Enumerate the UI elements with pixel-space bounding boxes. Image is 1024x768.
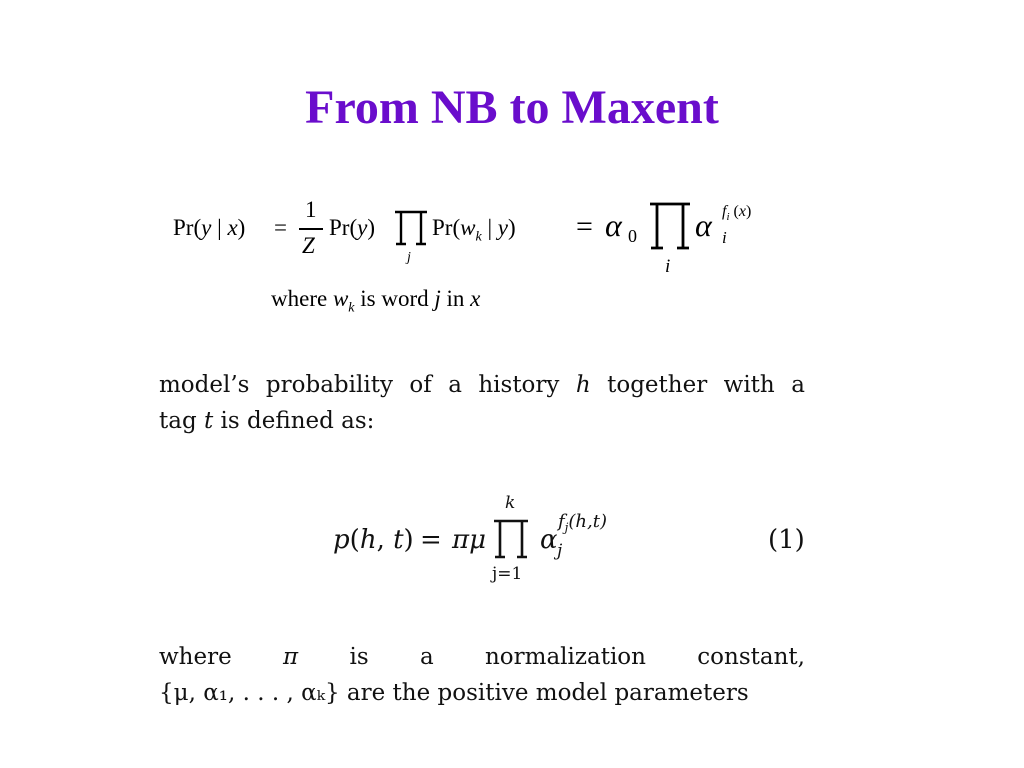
intro-defined: is defined as:	[213, 408, 375, 434]
intro-word: together	[607, 372, 708, 398]
sup-args: (h,t)	[568, 511, 607, 532]
paper-eq-alpha: α	[540, 525, 558, 555]
exp-f: f	[722, 203, 727, 220]
word-pr: Pr(	[432, 215, 461, 240]
where-word: constant,	[697, 644, 805, 670]
where-k-subscript: k	[348, 300, 355, 316]
fraction-bar	[299, 228, 323, 230]
where-x: x	[470, 286, 481, 311]
lhs-close: )	[237, 215, 246, 240]
eq-p: p	[333, 525, 350, 555]
alpha-zero: α	[605, 207, 622, 243]
word-close: )	[508, 215, 516, 240]
where-word: is	[349, 644, 369, 670]
eq-h: h	[359, 525, 377, 555]
nb-equals: =	[274, 215, 287, 240]
where-pi: π	[283, 644, 299, 670]
lhs-pr: Pr(	[173, 215, 202, 240]
intro-word: a	[791, 372, 805, 398]
paper-prod-upper: k	[505, 493, 516, 513]
intro-word: a	[448, 372, 462, 398]
intro-tag: tag	[159, 408, 204, 434]
alpha-i: α	[695, 207, 712, 243]
lhs-bar: |	[211, 215, 228, 240]
paper-where	[159, 643, 805, 707]
exp-open: (	[729, 203, 739, 220]
exp-x: x	[738, 203, 746, 220]
prior-term	[329, 215, 375, 241]
word-bar: |	[481, 215, 498, 240]
rhs-equals: =	[576, 210, 593, 243]
intro-t: t	[204, 408, 214, 434]
prior-y: y	[357, 215, 368, 240]
paper-eq-pi-mu	[452, 525, 486, 555]
word-y: y	[497, 215, 509, 240]
paper-eq-exponent	[558, 511, 607, 535]
frac-denominator: Z	[302, 233, 315, 258]
word-w: w	[460, 215, 476, 240]
product-index-j: j	[407, 250, 411, 265]
exp-close: )	[745, 203, 752, 220]
paper-eq-equals: =	[420, 525, 442, 555]
alpha-exponent	[722, 203, 751, 223]
eq-pi: π	[452, 525, 470, 555]
eq-close: )	[403, 525, 414, 555]
where-word: where	[159, 644, 232, 670]
intro-word: model’s	[159, 372, 250, 398]
paper-eq-alpha-sub: j	[557, 541, 563, 561]
paper-intro	[159, 371, 805, 435]
product-symbol-i-icon	[648, 202, 692, 250]
intro-word-h: h	[575, 372, 591, 398]
where-j: j	[434, 286, 441, 311]
nb-lhs	[173, 215, 245, 241]
paper-prod-lower: j=1	[492, 564, 523, 584]
where-line	[271, 286, 480, 322]
where-in: in	[440, 286, 471, 311]
slide-title: From NB to Maxent	[305, 81, 719, 134]
paper-product-icon	[492, 519, 530, 559]
where-word: where	[271, 286, 333, 311]
prior-close: )	[367, 215, 376, 240]
equation-number: (1)	[768, 525, 805, 555]
alpha-i-subscript: i	[722, 228, 727, 247]
paper-intro-line-2	[159, 407, 805, 435]
eq-t: t	[393, 525, 404, 555]
sup-f: f	[558, 511, 565, 532]
exp-i: i	[726, 211, 730, 224]
product-index-i: i	[665, 256, 671, 277]
prior-pr: Pr(	[329, 215, 358, 240]
intro-word: probability	[265, 372, 393, 398]
sup-j: j	[564, 520, 569, 535]
paper-intro-line-1	[159, 371, 805, 399]
paper-where-line-2: {μ, α₁, . . . , αₖ} are the positive model parameters	[159, 680, 749, 706]
where-w: w	[332, 286, 349, 311]
lhs-x: x	[227, 215, 238, 240]
product-symbol-icon	[393, 210, 429, 246]
word-k-subscript: k	[475, 229, 482, 245]
intro-word: with	[723, 372, 775, 398]
eq-mu: μ	[469, 525, 486, 555]
intro-word: history	[478, 372, 560, 398]
frac-numerator: 1	[305, 197, 317, 222]
intro-word: of	[409, 372, 432, 398]
where-word: normalization	[484, 644, 646, 670]
where-is-word: is word	[354, 286, 435, 311]
eq-comma: ,	[376, 525, 394, 555]
word-prob-term	[432, 215, 516, 251]
where-word: a	[419, 644, 434, 670]
eq-open: (	[349, 525, 360, 555]
lhs-y: y	[201, 215, 212, 240]
alpha-zero-subscript: 0	[628, 226, 637, 246]
paper-eq-lhs	[333, 525, 414, 555]
paper-where-line-1	[159, 643, 805, 671]
